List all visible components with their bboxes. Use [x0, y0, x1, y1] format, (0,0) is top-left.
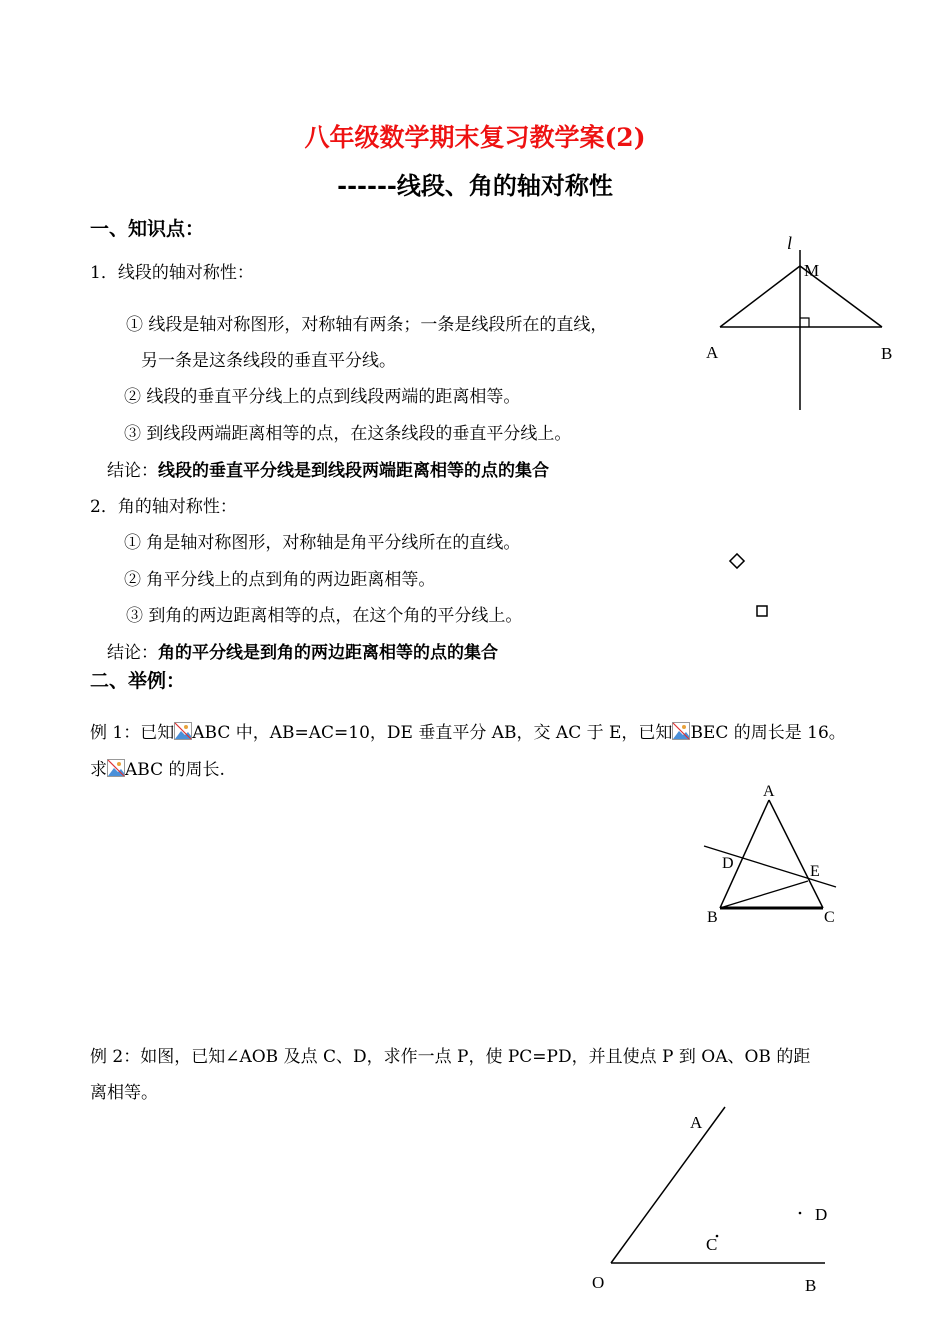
item1-title: 1．线段的轴对称性： [90, 263, 254, 283]
page-subtitle: ------线段、角的轴对称性 [337, 171, 613, 200]
point-d [799, 1212, 802, 1215]
item1-conclusion-label: 结论： [107, 461, 158, 481]
label-b: B [805, 1276, 817, 1295]
label-c: C [824, 909, 835, 926]
item1-point3: ③ 到线段两端距离相等的点，在这条线段的垂直平分线上。 [124, 424, 572, 444]
label-e: E [810, 863, 820, 880]
segment-be [720, 881, 808, 908]
label-d: D [722, 855, 734, 872]
section1-heading: 一、知识点： [90, 218, 205, 240]
figure-triangle-de [704, 783, 836, 926]
side-ac [769, 800, 823, 908]
example1-text-e: ABC 的周长. [125, 760, 225, 780]
item2-point2: ② 角平分线上的点到角的两边距离相等。 [124, 570, 436, 590]
item2-point1: ① 角是轴对称图形，对称轴是角平分线所在的直线。 [124, 533, 521, 553]
item2-conclusion-text: 角的平分线是到角的两边距离相等的点的集合 [158, 643, 498, 663]
item2-point3: ③ 到角的两边距离相等的点，在这个角的平分线上。 [126, 606, 523, 626]
label-a: A [690, 1113, 703, 1132]
item2-title: 2．角的轴对称性： [90, 497, 237, 517]
item2-conclusion-label: 结论： [107, 643, 158, 663]
segment-am [720, 266, 800, 327]
label-o: O [592, 1273, 605, 1292]
example2-line1: 例 2：如图，已知∠AOB 及点 C、D，求作一点 P，使 PC=PD，并且使点 P 到 OA、OB 的距 [90, 1047, 811, 1067]
label-b: B [707, 909, 718, 926]
side-ab [720, 800, 769, 908]
example1-text-d: 求 [90, 760, 107, 780]
example2-line2: 离相等。 [90, 1083, 158, 1103]
label-b: B [881, 344, 893, 363]
label-d: D [815, 1205, 828, 1224]
square-shape [757, 606, 767, 616]
item1-conclusion-text: 线段的垂直平分线是到线段两端距离相等的点的集合 [158, 461, 549, 481]
item1-point1-line2: 另一条是这条线段的垂直平分线。 [141, 351, 396, 371]
example1-text-a: 例 1：已知 [90, 723, 175, 743]
label-a: A [763, 783, 775, 800]
page-title: 八年级数学期末复习教学案(2) [304, 123, 646, 152]
example1-text-b: ABC 中，AB=AC=10，DE 垂直平分 AB，交 AC 于 E，已知 [192, 723, 673, 743]
figure-segment-bisector [706, 233, 892, 410]
diamond-shape [730, 554, 744, 568]
item1-point2: ② 线段的垂直平分线上的点到线段两端的距离相等。 [124, 387, 521, 407]
label-m: M [804, 261, 820, 280]
right-angle-mark [800, 318, 809, 327]
figure-angle-aob [592, 1107, 827, 1295]
section2-heading: 二、举例： [90, 670, 186, 692]
label-a: A [706, 343, 719, 362]
label-c: C [706, 1235, 718, 1254]
example1-text-c: BEC 的周长是 16。 [690, 723, 846, 743]
label-l: l [787, 233, 793, 253]
item1-point1-line1: ① 线段是轴对称图形，对称轴有两条；一条是线段所在的直线， [126, 315, 608, 335]
